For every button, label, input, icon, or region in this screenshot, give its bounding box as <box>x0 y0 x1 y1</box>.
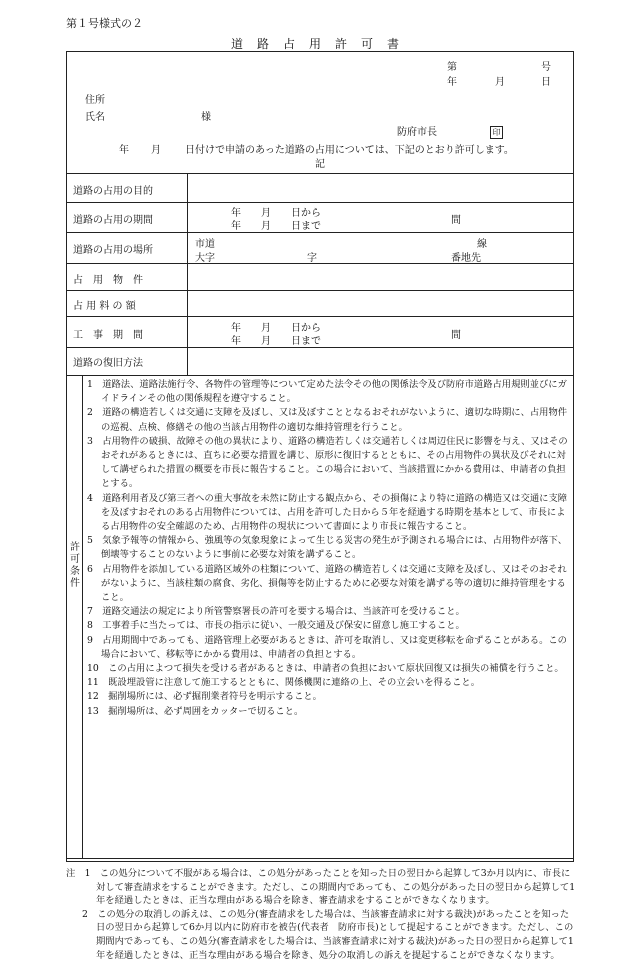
period-from: 年 月 日から <box>231 208 321 219</box>
condition-item: 6 占用物件を添加している道路区域外の柱類について、道路の構造若しくは交通に支障を及ぼし、又はそのおそれがないように、当該柱類の腐食、劣化、損傷等を防止するために必要な対策を講ずる等の適切に維持管理をすること。 <box>87 563 567 604</box>
works-to: 年 月 日まで <box>231 336 321 347</box>
row-divider <box>67 347 573 348</box>
label-fee: 占 用 料 の 額 <box>73 301 136 312</box>
works-duration: 間 <box>451 330 461 341</box>
condition-item: 2 道路の構造若しくは交通に支障を及ぼし、又は及ぼすこととなるおそれがないように、適切な時期に、占用物件の巡視、点検、修繕その他の当該占用物件の適切な維持管理を行うこと。 <box>87 407 568 433</box>
row-divider <box>67 263 573 264</box>
row-divider <box>67 316 573 317</box>
name-label: 氏名 <box>85 112 105 123</box>
conditions-list <box>87 378 571 719</box>
works-from: 年 月 日から <box>231 323 321 334</box>
conditions-label: 許可条件 <box>70 542 80 589</box>
label-objects: 占 用 物 件 <box>73 275 143 286</box>
row-divider <box>67 173 573 174</box>
permit-frame <box>66 51 574 862</box>
date-month: 月 <box>495 77 505 88</box>
condition-item: 13 掘削場所は、必ず周囲をカッターで切ること。 <box>87 705 304 717</box>
issuer-name: 防府市長 <box>397 127 437 138</box>
row-divider <box>67 232 573 233</box>
location-line: 線 <box>477 239 487 250</box>
issuer <box>397 123 503 139</box>
intro-text: 日付けで申請のあった道路の占用については、下記のとおり許可します。 <box>185 145 514 156</box>
date-year: 年 <box>447 77 457 88</box>
note-item: 注 1 この処分について不服がある場合は、この処分があったことを知った日の翌日から起算して3か月以内に、市長に対して審査請求をすることができます。ただし、この期間内であっても、この処分があった日の翌日から起算して1年を経過したときは、正当な理由がある場合を除き、審査請求をすることができなくなります。 <box>66 868 576 907</box>
intro-month: 月 <box>151 145 161 156</box>
form-number: 第１号様式の２ <box>66 17 143 30</box>
label-location: 道路の占用の場所 <box>73 245 153 256</box>
condition-item: 3 占用物件の破損、故障その他の異状により、道路の構造若しくは交通若しくは周辺住民に影響を与え、又はそのおそれがあるときには、直ちに必要な措置を講じ、原形に復旧するとともに、その占用物件の異状及びそれに対して講ぜられた措置の概要を市長に報告すること。この場合において、当該措置にかかる費用は、申請者の負担とする。 <box>87 435 568 490</box>
condition-item: 10 この占用によつて損失を受ける者があるときは、申請者の負担において原状回復又は損失の補償を行うこと。 <box>87 663 564 675</box>
condition-item: 8 工事着手に当たっては、市長の指示に従い、一般交通及び保安に留意し施工すること。 <box>87 620 465 632</box>
label-restoration: 道路の復旧方法 <box>73 358 143 369</box>
row-divider <box>67 290 573 291</box>
row-divider <box>67 858 573 859</box>
condition-item: 1 道路法、道路法施行令、各物件の管理等について定めた法令その他の関係法令及び防府市道路占用規則並びにガイドラインその他の関係規程を遵守すること。 <box>87 379 567 405</box>
honorific: 様 <box>201 112 211 123</box>
condition-item: 5 気象予報等の情報から、強風等の気象現象によって生じる災害の発生が予測される場合には、占用物件が落下、倒壊等することのないように事前に必要な対策を講ずること。 <box>87 535 568 561</box>
ki-label: 記 <box>315 159 325 170</box>
condition-item: 7 道路交通法の規定により所管警察署長の許可を要する場合は、当該許可を受けること。 <box>87 606 465 618</box>
seal-mark: 印 <box>490 126 503 139</box>
location-banchi: 番地先 <box>451 253 481 264</box>
row-divider <box>67 375 573 376</box>
condition-item: 12 掘削場所には、必ず掘削業者符号を明示すること。 <box>87 691 322 703</box>
period-to: 年 月 日まで <box>231 221 321 232</box>
date-day: 日 <box>541 77 551 88</box>
label-purpose: 道路の占用の目的 <box>73 186 153 197</box>
note-item: 2 この処分の取消しの訴えは、この処分(審査請求をした場合は、当該審査請求に対する裁決)があったことを知った日の翌日から起算して6か月以内に防府市を被告(代表者 防府市長)として提起することができます。ただし、この期間内であっても、この処分(審査請求をした場合は、当該審査請求に対する裁決)があった日の翌日から起算して1年を経過したときは、正当な理由がある場合を除き、処分の取消しの訴えを提起することができなくなります。 <box>82 908 574 961</box>
row-divider <box>67 202 573 203</box>
location-aza: 字 <box>307 253 317 264</box>
column-divider <box>82 375 83 858</box>
period-duration: 間 <box>451 215 461 226</box>
intro-year: 年 <box>119 145 129 156</box>
document-title: 道路占用許可書 <box>230 37 413 51</box>
location-oaza: 大字 <box>195 253 215 264</box>
label-period: 道路の占用の期間 <box>73 215 153 226</box>
location-city-road: 市道 <box>195 239 215 250</box>
notes-section <box>66 867 576 962</box>
address-label: 住所 <box>85 95 105 106</box>
number-prefix: 第 <box>447 62 457 73</box>
condition-item: 4 道路利用者及び第三者への重大事故を未然に防止する観点から、その損傷により特に道路の構造又は交通に支障を及ぼすおそれのある占用物件については、占用を許可した日から５年を経過する時期を基本として、市長による占用物件の安全確認のため、占用物件の現状について書面により市長に報告すること。 <box>87 492 568 533</box>
number-suffix: 号 <box>541 62 551 73</box>
condition-item: 11 既設埋設管に注意して施工するとともに、関係機関に連絡の上、その立会いを得ること。 <box>87 677 481 689</box>
label-works: 工 事 期 間 <box>73 330 143 341</box>
column-divider <box>187 173 188 375</box>
condition-item: 9 占用期間中であっても、道路管理上必要があるときは、許可を取消し、又は変更移転を命ずることがある。この場合において、移転等にかかる費用は、申請者の負担とする。 <box>87 634 567 660</box>
